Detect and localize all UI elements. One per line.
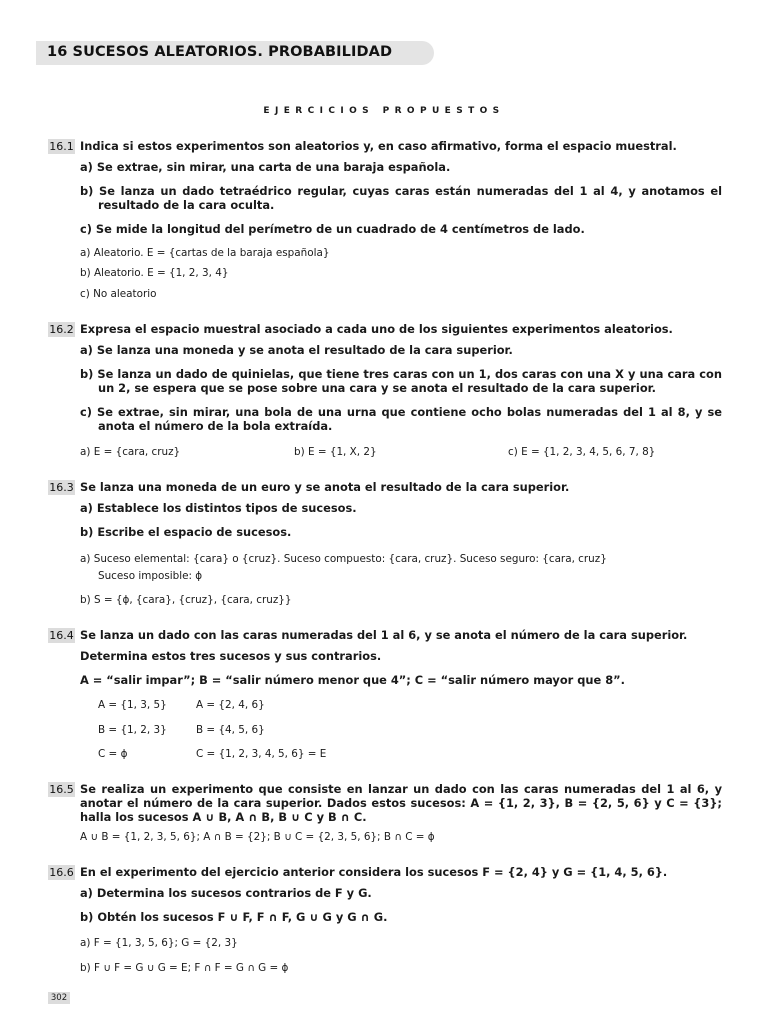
answer-line: B = {1, 2, 3}	[98, 724, 167, 736]
exercise-item: a) Determina los sucesos contrarios de F y G.	[80, 886, 372, 900]
answer-line: c) E = {1, 2, 3, 4, 5, 6, 7, 8}	[508, 446, 656, 458]
exercise-item: b) Se lanza un dado tetraédrico regular, cuyas caras están numeradas del 1 al 4, y anotamos el resultado de la cara oculta.	[80, 184, 722, 212]
exercise-number: 16.3	[49, 481, 74, 494]
exercise-statement: Expresa el espacio muestral asociado a cada uno de los siguientes experimentos aleatorios.	[80, 322, 673, 336]
exercise-item: b) Se lanza un dado de quinielas, que tiene tres caras con un 1, dos caras con una X y una cara con un 2, se espera que se pose sobre una cara y se anota el resultado de la cara superior.	[80, 367, 722, 395]
answer-line: b) F ∪ F = G ∪ G = E; F ∩ F = G ∩ G = ϕ	[80, 962, 289, 974]
answer-line: b) E = {1, X, 2}	[294, 446, 377, 458]
exercise-statement: Se lanza una moneda de un euro y se anota el resultado de la cara superior.	[80, 480, 570, 494]
answer-line: b) Aleatorio. E = {1, 2, 3, 4}	[80, 267, 229, 279]
answer-line: a) F = {1, 3, 5, 6}; G = {2, 3}	[80, 937, 238, 949]
answer-line: C = ϕ	[98, 748, 128, 760]
page-number: 302	[48, 992, 70, 1004]
answer-line: B = {4, 5, 6}	[196, 724, 265, 736]
answer-line: a) E = {cara, cruz}	[80, 446, 181, 458]
answer-line: a) Suceso elemental: {cara} o {cruz}. Suceso compuesto: {cara, cruz}. Suceso seguro: {cara, cruz}	[80, 553, 607, 565]
exercise-item: b) Obtén los sucesos F ∪ F, F ∩ F, G ∪ G y G ∩ G.	[80, 910, 388, 924]
exercise-item: a) Se lanza una moneda y se anota el resultado de la cara superior.	[80, 343, 513, 357]
exercise-item: c) Se mide la longitud del perímetro de un cuadrado de 4 centímetros de lado.	[80, 222, 585, 236]
exercise-number: 16.4	[49, 629, 74, 642]
section-title: EJERCICIOS PROPUESTOS	[263, 106, 505, 116]
answer-line: A ∪ B = {1, 2, 3, 5, 6}; A ∩ B = {2}; B ∪ C = {2, 3, 5, 6}; B ∩ C = ϕ	[80, 831, 435, 843]
exercise-item: c) Se extrae, sin mirar, una bola de una urna que contiene ocho bolas numeradas del 1 al 8, y se anota el número de la bola extraída.	[80, 405, 722, 433]
exercise-statement: A = “salir impar”; B = “salir número menor que 4”; C = “salir número mayor que 8”.	[80, 673, 625, 687]
exercise-number: 16.6	[49, 866, 74, 879]
exercise-statement: En el experimento del ejercicio anterior considera los sucesos F = {2, 4} y G = {1, 4, 5, 6}.	[80, 865, 668, 879]
answer-line: a) Aleatorio. E = {cartas de la baraja española}	[80, 247, 330, 259]
exercise-number: 16.2	[49, 323, 74, 336]
exercise-number: 16.5	[49, 783, 74, 796]
chapter-title: 16 SUCESOS ALEATORIOS. PROBABILIDAD	[47, 44, 393, 60]
exercise-statement: Se realiza un experimento que consiste en lanzar un dado con las caras numeradas del 1 al 6, y anotar el número de la cara superior. Dados estos sucesos: A = {1, 2, 3}, B = {2, 5, 6} y C = {3}; halla los sucesos A ∪ B, A ∩ B, B ∪ C y B ∩ C.	[80, 782, 722, 824]
exercise-item: b) Escribe el espacio de sucesos.	[80, 525, 292, 539]
answer-line: c) No aleatorio	[80, 288, 157, 300]
answer-line: C = {1, 2, 3, 4, 5, 6} = E	[196, 748, 327, 760]
answer-line: b) S = {ϕ, {cara}, {cruz}, {cara, cruz}}	[80, 594, 292, 606]
exercise-item: a) Se extrae, sin mirar, una carta de una baraja española.	[80, 160, 451, 174]
exercise-statement: Determina estos tres sucesos y sus contrarios.	[80, 649, 382, 663]
exercise-statement: Se lanza un dado con las caras numeradas del 1 al 6, y se anota el número de la cara superior.	[80, 628, 688, 642]
exercise-number: 16.1	[49, 140, 74, 153]
exercise-statement: Indica si estos experimentos son aleatorios y, en caso afirmativo, forma el espacio muestral.	[80, 139, 677, 153]
exercise-item: a) Establece los distintos tipos de sucesos.	[80, 501, 357, 515]
answer-line: A = {1, 3, 5}	[98, 699, 167, 711]
answer-line: A = {2, 4, 6}	[196, 699, 265, 711]
answer-line: Suceso imposible: ϕ	[98, 570, 203, 582]
